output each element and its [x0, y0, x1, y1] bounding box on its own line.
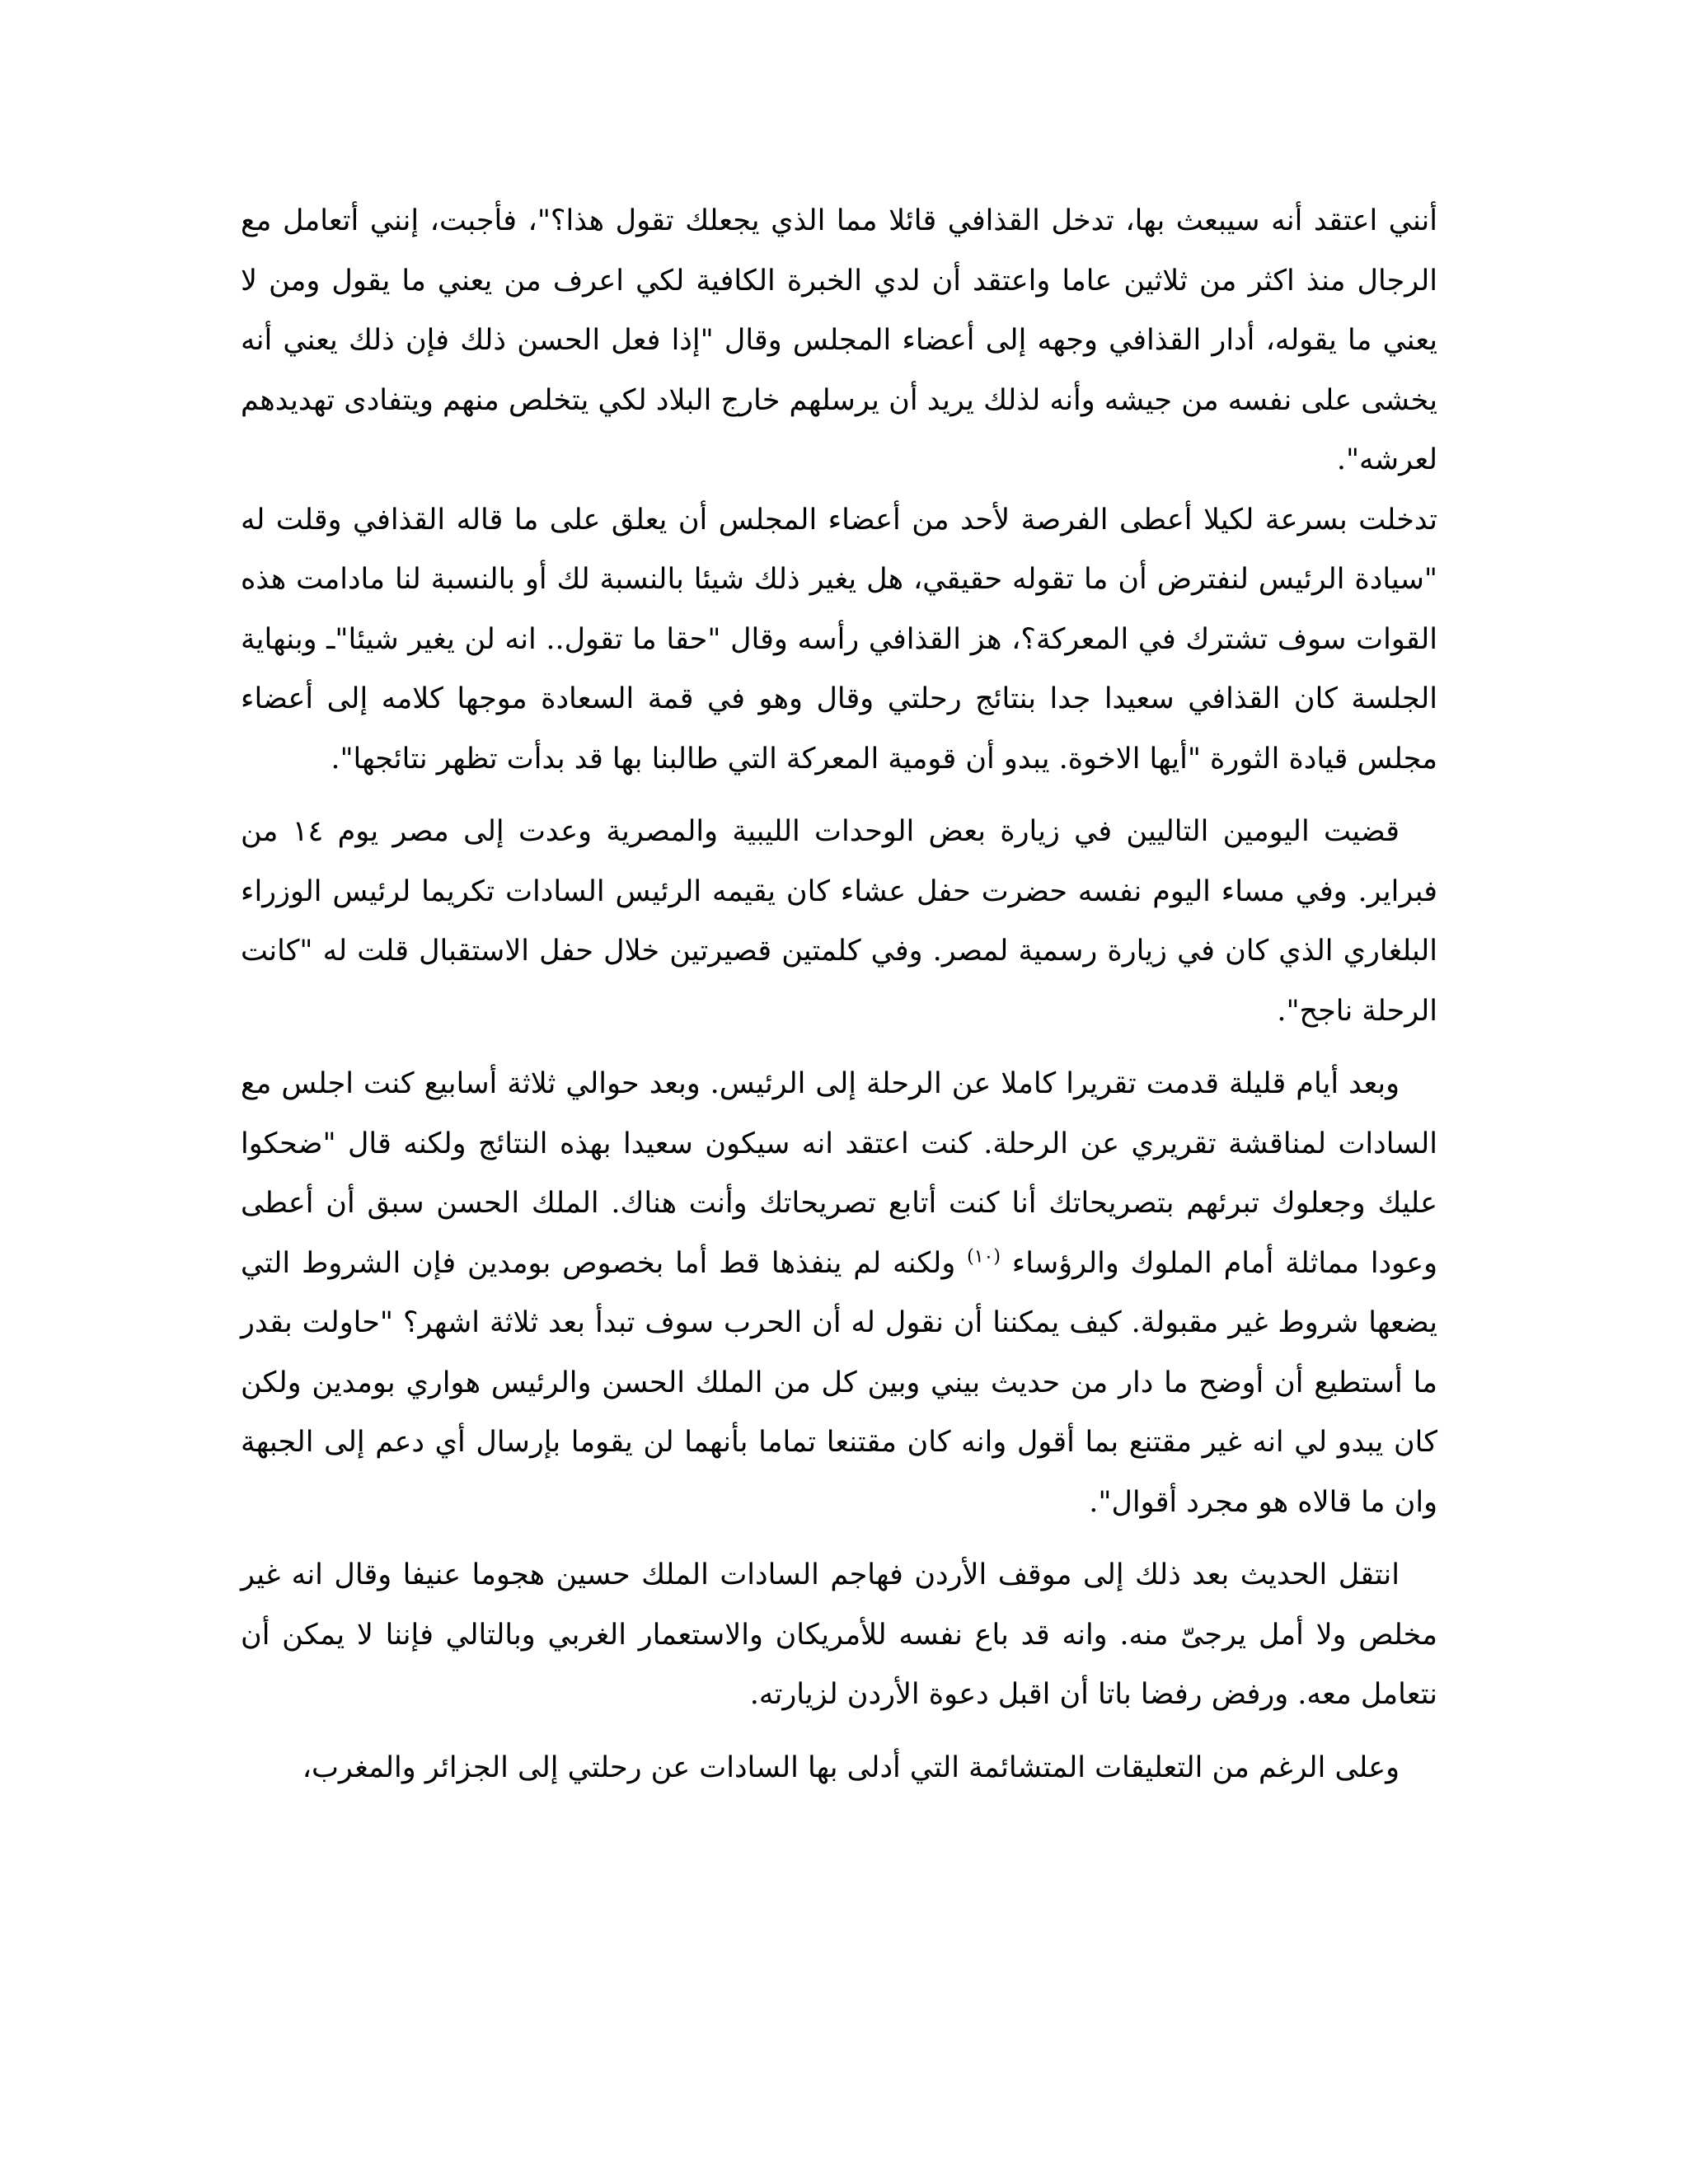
- paragraph-4-text-before-note: وبعد أيام قليلة قدمت تقريرا كاملا عن الرحلة إلى الرئيس. وبعد حوالي ثلاثة أسابيع كنت اجلس مع السادات لمناقشة تقريري عن الرحلة. كنت اعتقد انه سيكون سعيدا بهذه النتائج ولكنه قال "ضحكوا عليك وجعلوك تبرئهم بتصريحاتك أنا كنت أتابع تصريحاتك وأنت هناك. الملك الحسن سبق أن أعطى وعودا مماثلة أمام الملوك والرؤساء: [241, 1067, 1437, 1280]
- body-text: [241, 191, 1437, 1797]
- footnote-reference: (١٠): [967, 1245, 1001, 1267]
- paragraph-3: قضيت اليومين التاليين في زيارة بعض الوحدات الليبية والمصرية وعدت إلى مصر يوم ١٤ من فبراير. وفي مساء اليوم نفسه حضرت حفل عشاء كان يقيمه الرئيس السادات تكريما لرئيس الوزراء البلغاري الذي كان في زيارة رسمية لمصر. وفي كلمتين قصيرتين خلال حفل الاستقبال قلت له "كانت الرحلة ناجح".: [241, 815, 1437, 1028]
- paragraph-1: أنني اعتقد أنه سيبعث بها، تدخل القذافي قائلا مما الذي يجعلك تقول هذا؟"، فأجبت، إنني أتعامل مع الرجال منذ اكثر من ثلاثين عاما واعتقد أن لدي الخبرة الكافية لكي اعرف من يعني ما يقول ومن لا يعني ما يقوله، أدار القذافي وجهه إلى أعضاء المجلس وقال "إذا فعل الحسن ذلك فإن ذلك يعني أنه يخشى على نفسه من جيشه وأنه لذلك يريد أن يرسلهم خارج البلاد لكي يتخلص منهم ويتفادى تهديدهم لعرشه".: [241, 204, 1437, 476]
- paragraph-4: [241, 1054, 1437, 1532]
- paragraph-5: انتقل الحديث بعد ذلك إلى موقف الأردن فهاجم السادات الملك حسين هجوما عنيفا وقال انه غير مخلص ولا أمل يرجىّ منه. وانه قد باع نفسه للأمريكان والاستعمار الغربي وبالتالي فإننا لا يمكن أن نتعامل معه. ورفض رفضا باتا أن اقبل دعوة الأردن لزيارته.: [241, 1558, 1437, 1711]
- paragraph-2: تدخلت بسرعة لكيلا أعطى الفرصة لأحد من أعضاء المجلس أن يعلق على ما قاله القذافي وقلت له "سيادة الرئيس لنفترض أن ما تقوله حقيقي، هل يغير ذلك شيئا بالنسبة لك أو بالنسبة لنا مادامت هذه القوات سوف تشترك في المعركة؟، هز القذافي رأسه وقال "حقا ما تقول.. انه لن يغير شيئا"ـ وبنهاية الجلسة كان القذافي سعيدا جدا بنتائج رحلتي وقال وهو في قمة السعادة موجها كلامه إلى أعضاء مجلس قيادة الثورة "أيها الاخوة. يبدو أن قومية المعركة التي طالبنا بها قد بدأت تظهر نتائجها".: [241, 503, 1437, 776]
- paragraph-4-text-after-note: ولكنه لم ينفذها قط أما بخصوص بومدين فإن الشروط التي يضعها شروط غير مقبولة. كيف يمكننا أن نقول له أن الحرب سوف تبدأ بعد ثلاثة اشهر؟ "حاولت بقدر ما أستطيع أن أوضح ما دار من حديث بيني وبين كل من الملك الحسن والرئيس هواري بومدين ولكن كان يبدو لي انه غير مقتنع بما أقول وانه كان مقتنعا تماما بأنهما لن يقوما بإرسال أي دعم إلى الجبهة وان ما قالاه هو مجرد أقوال".: [241, 1246, 1437, 1519]
- paragraph-6: وعلى الرغم من التعليقات المتشائمة التي أدلى بها السادات عن رحلتي إلى الجزائر والمغرب،: [302, 1750, 1400, 1784]
